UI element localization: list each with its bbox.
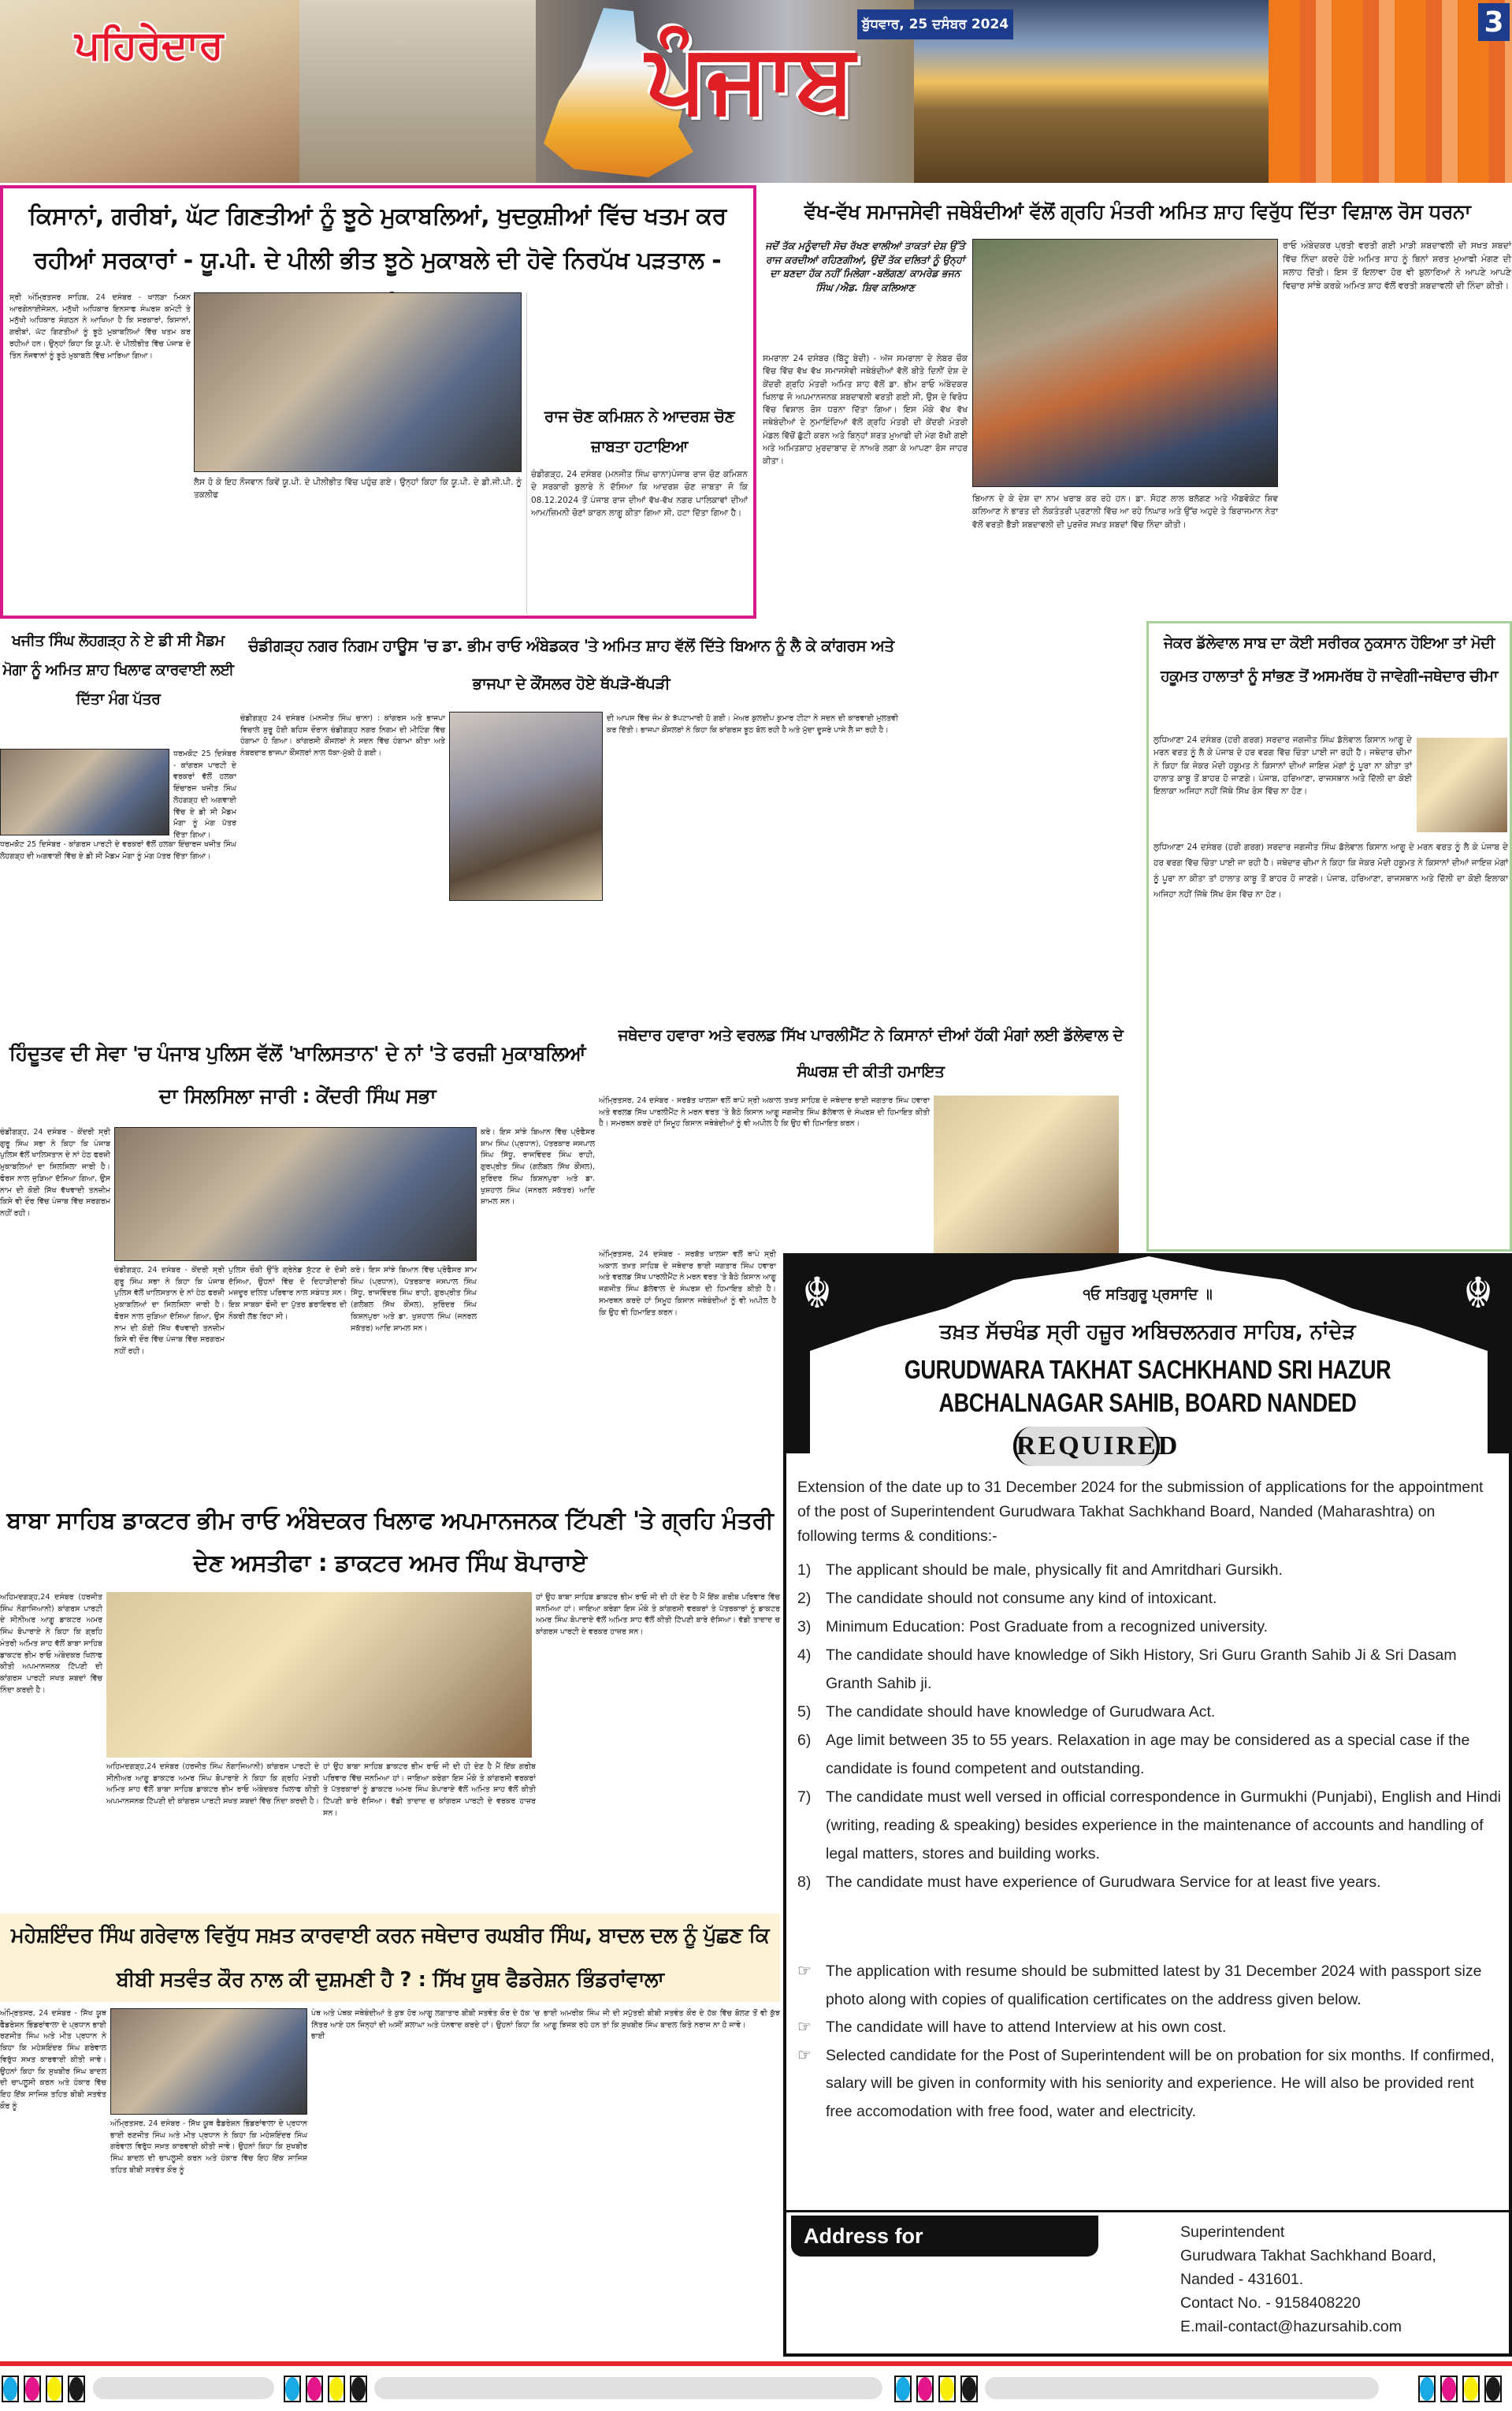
footer-bar: [985, 2377, 1379, 2399]
condition-text: The applicant should be male, physically fit and Amritdhari Gursikh.: [826, 1561, 1283, 1579]
article-headline: ਚੰਡੀਗੜ੍ਹ ਨਗਰ ਨਿਗਮ ਹਾਊਸ 'ਚ ਡਾ. ਭੀਮ ਰਾਓ ਅੰਬੇਡਕਰ 'ਤੇ ਅਮਿਤ ਸ਼ਾਹ ਵੱਲੋਂ ਦਿੱਤੇ ਬਿਆਨ ਨੂੰ ਲੈ ਕੇ ਕਾਂਗਰਸ ਅਤੇ ਭਾਜਪਾ ਦੇ ਕੌਂਸਲਰ ਹੋਏ ਥੱਪੜੋ-ਥੱਪੜੀ: [248, 636, 894, 693]
pointing-hand-icon: ☞: [797, 2018, 812, 2036]
cmyk-swatch-magenta: [306, 2376, 323, 2402]
article-body-continued: ਧਰਮਕੋਟ 25 ਦਿਸੰਬਰ - ਕਾਂਗਰਸ ਪਾਰਟੀ ਦੇ ਵਰਕਰਾਂ ਵੱਲੋਂ ਹਲਕਾ ਇੰਚਾਰਜ ਖਜੀਤ ਸਿੰਘ ਲੋਹਗੜ੍ਹ ਦੀ ਅਗਵਾਈ ਵਿੱਚ ਏ ਡੀ ਸੀ ਮੈਡਮ ਮੋਗਾ ਨੂੰ ਮੰਗ ਪੱਤਰ ਦਿੱਤਾ ਗਿਆ।: [0, 840, 236, 861]
condition-text: The candidate should have knowledge of Sikh History, Sri Guru Granth Sahib Ji & Sri Dasam Granth Sahib ji.: [826, 1646, 1457, 1692]
article-body: ਅੰਮ੍ਰਿਤਸਰ, 24 ਦਸੰਬਰ - ਸਿੱਖ ਯੂਥ ਫੈਡਰੇਸ਼ਨ ਭਿੰਡਰਾਂਵਾਲਾ ਦੇ ਪ੍ਰਧਾਨ ਭਾਈ ਰਣਜੀਤ ਸਿੰਘ ਅਤੇ ਮੀਤ ਪ੍ਰਧਾਨ ਨੇ ਕਿਹਾ ਕਿ ਮਹੇਸ਼ਇੰਦਰ ਸਿੰਘ ਗਰੇਵਾਲ ਵਿਰੁੱਧ ਸਖ਼ਤ ਕਾਰਵਾਈ ਕੀਤੀ ਜਾਵੇ। ਉਹਨਾਂ ਕਿਹਾ ਕਿ ਸੁਖਬੀਰ ਸਿੰਘ ਬਾਦਲ ਦੀ ਚਾਪਲੂਸੀ ਕਰਨ ਅਤੇ ਹੰਕਾਰ ਵਿੱਚ ਇਹ ਇੱਕ ਸਾਜਿਸ਼ ਤਹਿਤ ਬੀਬੀ ਸਤਵੰਤ ਕੌਰ ਨੂੰ: [0, 2009, 106, 2111]
article-chandigarh-mc: [240, 627, 1139, 1013]
article-body-continued: ਕਰੇ। ਇਸ ਸਾਂਝੇ ਬਿਆਨ ਵਿੱਚ ਪ੍ਰੋਫੈਸਰ ਸ਼ਾਮ ਸਿੰਘ (ਪ੍ਰਧਾਨ), ਪੱਤਰਕਾਰ ਜਸਪਾਲ ਸਿੰਘ ਸਿੱਧੂ, ਰਾਜਵਿੰਦਰ ਸਿੰਘ ਰਾਹੀ, ਗੁਰਪ੍ਰੀਤ ਸਿੰਘ (ਗਲੋਬਲ ਸਿੱਖ ਕੌਂਸਲ), ਸੁਰਿੰਦਰ ਸਿੰਘ ਕਿਸ਼ਨਪੁਰਾ ਅਤੇ ਡਾ. ਖੁਸ਼ਹਾਲ ਸਿੰਘ (ਜਨਰਲ ਸਕੱਤਰ) ਆਦਿ ਸ਼ਾਮਲ ਸਨ।: [351, 1266, 477, 1333]
masthead-illustration-field: [299, 0, 536, 183]
condition-item: [797, 1613, 1506, 1641]
article-headline: ਜੇਕਰ ਡੱਲੇਵਾਲ ਸਾਬ ਦਾ ਕੋਈ ਸਰੀਰਕ ਨੁਕਸਾਨ ਹੋਇਆ ਤਾਂ ਮੋਦੀ ਹਕੂਮਤ ਹਾਲਾਤਾਂ ਨੂੰ ਸਾਂਭਣ ਤੋਂ ਅਸਮਰੱਥ ਹੋ ਜਾਵੇਗੀ-ਜਥੇਦਾਰ ਚੀਮਾ: [1161, 634, 1498, 685]
condition-text: The candidate must have experience of Gurudwara Service for at least five years.: [826, 1873, 1381, 1891]
pointing-hand-icon: ☞: [797, 1963, 812, 1980]
masthead-banner: [0, 0, 1512, 183]
ad-intro: Extension of the date up to 31 December 2024 for the submission of applications for the appointment of the post of Superintendent Gurudwara Takhat Sachkhand Board, Nanded (Maharashtra) on following terms & conditions:-: [797, 1479, 1484, 1545]
press-conference-photo: [106, 1592, 532, 1758]
issue-date: ਬੁੱਧਵਾਰ, 25 ਦਸੰਬਰ 2024: [857, 9, 1013, 39]
article-cheema-dallewal: [1146, 621, 1512, 1252]
contact-email: E.mail-contact@hazursahib.com: [1180, 2318, 1402, 2335]
condition-text: The candidate should not consume any kind of intoxicant.: [826, 1590, 1217, 1607]
article-body-continued: ਹਾਂ ਉਹ ਬਾਬਾ ਸਾਹਿਬ ਡਾਕਟਰ ਭੀਮ ਰਾਓ ਜੀ ਦੀ ਹੀ ਦੇਣ ਹੈ ਮੈਂ ਇੱਕ ਗਰੀਬ ਪਰਿਵਾਰ ਵਿੱਚ ਜਨਮਿਆ ਹਾਂ। ਜਾਇਆ ਕਰੇਗਾ ਇਸ ਮੌਕੇ ਤੇ ਕਾਂਗਰਸੀ ਵਰਕਰਾਂ ਤੇ ਪੱਤਰਕਾਰਾਂ ਨੂੰ ਡਾਕਟਰ ਅਮਰ ਸਿੰਘ ਬੋਪਾਰਾਏ ਵੱਲੋਂ ਅਮਿਤ ਸ਼ਾਹ ਵੱਲੋਂ ਕੀਤੀ ਟਿੱਪਣੀ ਬਾਰੇ ਦੱਸਿਆ। ਵੱਡੀ ਤਾਦਾਦ ਚ ਕਾਂਗਰਸ ਪਾਰਟੀ ਦੇ ਵਰਕਰ ਹਾਜ਼ਰ ਸਨ।: [323, 1762, 536, 1818]
note-item: [797, 2014, 1499, 2042]
cmyk-swatch-cyan: [2, 2376, 19, 2402]
condition-text: Age limit between 35 to 55 years. Relaxation in age may be considered as a special case if the candidate is found competent and outstanding.: [826, 1732, 1470, 1777]
address-line: Superintendent: [1180, 2223, 1285, 2241]
article-body-continued: ਭਾਈ ਅਮਰੀਕ ਸਿੰਘ ਜੀ ਦੀ ਸਪੁੱਤਰੀ ਬੀਬੀ ਸਤਵੰਤ ਕੌਰ ਦੇ ਹੱਕ ਵਿੱਚ ਬੋਲਣ ਤੋਂ ਵੀ ਕੁੱਝ ਆਗੂ ਝਿਜਕ ਰਹੇ ਹਨ ਤਾਂ ਕਿ ਸੁਖਬੀਰ ਸਿੰਘ ਬਾਦਲ ਕਿਤੇ ਨਰਾਜ ਨਾ ਹੋ ਜਾਵੇ।: [544, 2009, 780, 2030]
contact-number: Contact No. - 9158408220: [1180, 2294, 1361, 2312]
article-body-continued: ਹਾਂ ਉਹ ਬਾਬਾ ਸਾਹਿਬ ਡਾਕਟਰ ਭੀਮ ਰਾਓ ਜੀ ਦੀ ਹੀ ਦੇਣ ਹੈ ਮੈਂ ਇੱਕ ਗਰੀਬ ਪਰਿਵਾਰ ਵਿੱਚ ਜਨਮਿਆ ਹਾਂ। ਜਾਇਆ ਕਰੇਗਾ ਇਸ ਮੌਕੇ ਤੇ ਕਾਂਗਰਸੀ ਵਰਕਰਾਂ ਤੇ ਪੱਤਰਕਾਰਾਂ ਨੂੰ ਡਾਕਟਰ ਅਮਰ ਸਿੰਘ ਬੋਪਾਰਾਏ ਵੱਲੋਂ ਅਮਿਤ ਸ਼ਾਹ ਵੱਲੋਂ ਕੀਤੀ ਟਿੱਪਣੀ ਬਾਰੇ ਦੱਸਿਆ। ਵੱਡੀ ਤਾਦਾਦ ਚ ਕਾਂਗਰਸ ਪਾਰਟੀ ਦੇ ਵਰਕਰ ਹਾਜ਼ਰ ਸਨ।: [536, 1593, 780, 1637]
article-body-continued: ਚੰਡੀਗੜ੍ਹ, 24 ਦਸੰਬਰ - ਕੇਂਦਰੀ ਸ੍ਰੀ ਗੁਰੂ ਸਿੰਘ ਸਭਾ ਨੇ ਕਿਹਾ ਕਿ ਪੰਜਾਬ ਪੁਲਿਸ ਵੱਲੋਂ ਖਾਲਿਸਤਾਨ ਦੇ ਨਾਂ ਹੇਠ ਫਰਜ਼ੀ ਮੁਕਾਬਲਿਆਂ ਦਾ ਸਿਲਸਿਲਾ ਜਾਰੀ ਹੈ। ਫੋਰਸ ਨਾਲ ਜੁੜਿਆ ਦੱਸਿਆ ਗਿਆ, ਉਸ ਨਾਮ ਦੀ ਕੋਈ ਸਿੱਖ ਵੱਖਵਾਦੀ ਤਨਜ਼ੀਮ ਕਿਸੇ ਵੀ ਦੌਰ ਵਿੱਚ ਪੰਜਾਬ ਵਿੱਚ ਸਰਗਰਮ ਨਹੀਂ ਰਹੀ।: [114, 1266, 225, 1356]
condition-text: Minimum Education: Post Graduate from a recognized university.: [826, 1618, 1269, 1635]
required-badge: REQUIRED: [1013, 1427, 1160, 1466]
article-syf-bhindranwala: [0, 1914, 780, 2359]
article-headline: ਬਾਬਾ ਸਾਹਿਬ ਡਾਕਟਰ ਭੀਮ ਰਾਓ ਅੰਬੇਦਕਰ ਖਿਲਾਫ ਅਪਮਾਨਜਨਕ ਟਿੱਪਣੀ 'ਤੇ ਗ੍ਰਹਿ ਮੰਤਰੀ ਦੇਣ ਅਸਤੀਫਾ : ਡਾਕਟਰ ਅਮਰ ਸਿੰਘ ਬੋਪਾਰਾਏ: [6, 1507, 774, 1577]
article-body: ਚੰਡੀਗੜ੍ਹ 24 ਦਸੰਬਰ (ਮਨਜੀਤ ਸਿੰਘ ਚਾਨਾ) : ਕਾਂਗਰਸ ਅਤੇ ਭਾਜਪਾ ਵਿਚਾਲੇ ਸ਼ੁਰੂ ਹੋਈ ਬਹਿਸ ਦੌਰਾਨ ਚੰਡੀਗੜ੍ਹ ਨਗਰ ਨਿਗਮ ਦੀ ਮੀਟਿੰਗ ਵਿੱਚ ਹੰਗਾਮਾ ਹੋ ਗਿਆ। ਕਾਂਗਰਸੀ ਕੌਂਸਲਰਾਂ ਨੇ ਸਦਨ ਵਿੱਚ ਹੰਗਾਮਾ ਕੀਤਾ ਅਤੇ ਨੰਬਰਦਾਰ ਭਾਜਪਾ ਕੌਂਸਲਰਾਂ ਨਾਲ ਧੱਕਾ-ਮੁੱਕੀ ਹੋ ਗਈ।: [240, 714, 445, 758]
condition-number: 2): [797, 1590, 812, 1607]
cmyk-swatch-yellow: [1462, 2376, 1480, 2402]
address-line: Nanded - 431601.: [1180, 2271, 1304, 2288]
cmyk-swatch-magenta: [1440, 2376, 1458, 2402]
cmyk-swatch-yellow: [46, 2376, 63, 2402]
article-body-continued: ਅਹਿਮਦਗੜ੍ਹ,24 ਦਸੰਬਰ (ਹਰਜੀਤ ਸਿੰਘ ਨੋਗਾਜਿਆਨੀ) ਕਾਂਗਰਸ ਪਾਰਟੀ ਦੇ ਸੀਨੀਅਰ ਆਗੂ ਡਾਕਟਰ ਅਮਰ ਸਿੰਘ ਬੋਪਾਰਾਏ ਨੇ ਕਿਹਾ ਕਿ ਗ੍ਰਹਿ ਮੰਤਰੀ ਅਮਿਤ ਸ਼ਾਹ ਵੱਲੋਂ ਬਾਬਾ ਸਾਹਿਬ ਡਾਕਟਰ ਭੀਮ ਰਾਓ ਅੰਬੇਦਕਰ ਖਿਲਾਫ ਕੀਤੀ ਅਪਮਾਨਜਨਕ ਟਿੱਪਣੀ ਦੀ ਕਾਂਗਰਸ ਪਾਰਟੀ ਸਖਤ ਸ਼ਬਦਾਂ ਵਿੱਚ ਨਿੰਦਾ ਕਰਦੀ ਹੈ।: [106, 1762, 319, 1806]
newspaper-brand: ਪਹਿਰੇਦਾਰ: [75, 22, 224, 68]
article-body-continued: ਲੁਧਿਆਣਾ 24 ਦਸੰਬਰ (ਹਰੀ ਗਰਗ) ਸਰਦਾਰ ਜਗਜੀਤ ਸਿੰਘ ਡੱਲੇਵਾਲ ਕਿਸਾਨ ਆਗੂ ਦੇ ਮਰਨ ਵਰਤ ਨੂੰ ਲੈ ਕੇ ਪੰਜਾਬ ਦੇ ਹਰ ਵਰਗ ਵਿੱਚ ਚਿੰਤਾ ਪਾਈ ਜਾ ਰਹੀ ਹੈ। ਜਥੇਦਾਰ ਚੀਮਾ ਨੇ ਕਿਹਾ ਕਿ ਜੇਕਰ ਮੋਦੀ ਹਕੂਮਤ ਨੇ ਕਿਸਾਨਾਂ ਦੀਆਂ ਜਾਇਜ਼ ਮੰਗਾਂ ਨੂੰ ਪੂਰਾ ਨਾ ਕੀਤਾ ਤਾਂ ਹਾਲਾਤ ਕਾਬੂ ਤੋਂ ਬਾਹਰ ਹੋ ਜਾਣਗੇ। ਪੰਜਾਬ, ਹਰਿਆਣਾ, ਰਾਜਸਥਾਨ ਅਤੇ ਦਿੱਲੀ ਦਾ ਕੋਈ ਇਲਾਕਾ ਅਜਿਹਾ ਨਹੀਂ ਜਿੱਥੇ ਸਿੱਖ ਰੋਸ ਵਿੱਚ ਨਾ ਹੋਣ।: [1154, 843, 1508, 899]
pointing-hand-icon: ☞: [797, 2046, 812, 2064]
ad-invocation: ੧ਓ ਸਤਿਗੁਰੂ ਪ੍ਰਸਾਦਿ ॥: [1083, 1286, 1213, 1303]
cmyk-swatch-cyan: [1418, 2376, 1436, 2402]
cmyk-swatch-black: [350, 2376, 367, 2402]
article-body: ਅਹਿਮਦਗੜ੍ਹ,24 ਦਸੰਬਰ (ਹਰਜੀਤ ਸਿੰਘ ਨੋਗਾਜਿਆਨੀ) ਕਾਂਗਰਸ ਪਾਰਟੀ ਦੇ ਸੀਨੀਅਰ ਆਗੂ ਡਾਕਟਰ ਅਮਰ ਸਿੰਘ ਬੋਪਾਰਾਏ ਨੇ ਕਿਹਾ ਕਿ ਗ੍ਰਹਿ ਮੰਤਰੀ ਅਮਿਤ ਸ਼ਾਹ ਵੱਲੋਂ ਬਾਬਾ ਸਾਹਿਬ ਡਾਕਟਰ ਭੀਮ ਰਾਓ ਅੰਬੇਦਕਰ ਖਿਲਾਫ ਕੀਤੀ ਅਪਮਾਨਜਨਕ ਟਿੱਪਣੀ ਦੀ ਕਾਂਗਰਸ ਪਾਰਟੀ ਸਖਤ ਸ਼ਬਦਾਂ ਵਿੱਚ ਨਿੰਦਾ ਕਰਦੀ ਹੈ।: [0, 1593, 102, 1695]
footer-bar: [374, 2377, 882, 2399]
article-body: ਅੰਮ੍ਰਿਤਸਰ, 24 ਦਸੰਬਰ - ਸਰਬੱਤ ਖਾਲਸਾ ਵਲੋਂ ਥਾਪੇ ਸ੍ਰੀ ਅਕਾਲ ਤਖ਼ਤ ਸਾਹਿਬ ਦੇ ਜਥੇਦਾਰ ਭਾਈ ਜਗਤਾਰ ਸਿੰਘ ਹਵਾਰਾ ਅਤੇ ਵਰਲਡ ਸਿੱਖ ਪਾਰਲੀਮੈਂਟ ਨੇ ਮਰਨ ਵਰਤ 'ਤੇ ਬੈਠੇ ਕਿਸਾਨ ਆਗੂ ਜਗਜੀਤ ਸਿੰਘ ਡੱਲੇਵਾਲ ਦੇ ਸੰਘਰਸ਼ ਦੀ ਹਿਮਾਇਤ ਕੀਤੀ ਹੈ। ਸਮਰਥਨ ਕਰਦੇ ਹਾਂ ਸਿਮੂਹ ਕਿਸਾਨ ਜਥੇਬੰਦੀਆਂ ਨੂੰ ਵੀ ਅਪੀਲ ਹੈ ਕਿ ਉਹ ਵੀ ਹਿਮਾਇਤ ਕਰਨ।: [599, 1096, 930, 1129]
masthead-photo-children: [1269, 0, 1512, 183]
cheema-portrait: [1417, 738, 1507, 832]
article-body-continued: ਅੰਮ੍ਰਿਤਸਰ, 24 ਦਸੰਬਰ - ਸਰਬੱਤ ਖਾਲਸਾ ਵਲੋਂ ਥਾਪੇ ਸ੍ਰੀ ਅਕਾਲ ਤਖ਼ਤ ਸਾਹਿਬ ਦੇ ਜਥੇਦਾਰ ਭਾਈ ਜਗਤਾਰ ਸਿੰਘ ਹਵਾਰਾ ਅਤੇ ਵਰਲਡ ਸਿੱਖ ਪਾਰਲੀਮੈਂਟ ਨੇ ਮਰਨ ਵਰਤ 'ਤੇ ਬੈਠੇ ਕਿਸਾਨ ਆਗੂ ਜਗਜੀਤ ਸਿੰਘ ਡੱਲੇਵਾਲ ਦੇ ਸੰਘਰਸ਼ ਦੀ ਹਿਮਾਇਤ ਕੀਤੀ ਹੈ। ਸਮਰਥਨ ਕਰਦੇ ਹਾਂ ਸਿਮੂਹ ਕਿਸਾਨ ਜਥੇਬੰਦੀਆਂ ਨੂੰ ਵੀ ਅਪੀਲ ਹੈ ਕਿ ਉਹ ਵੀ ਹਿਮਾਇਤ ਕਰਨ।: [599, 1250, 776, 1317]
note-item: [797, 1958, 1499, 2014]
article-body-continued: ਰਾਓ ਅੰਬੇਦਕਰ ਪ੍ਰਤੀ ਵਰਤੀ ਗਈ ਮਾੜੀ ਸ਼ਬਦਾਵਲੀ ਦੀ ਸਖਤ ਸ਼ਬਦਾਂ ਵਿੱਚ ਨਿੰਦਾ ਕਰਦੇ ਹੋਏ ਅਮਿਤ ਸ਼ਾਹ ਨੂੰ ਬਿਨਾਂ ਸ਼ਰਤ ਮੁਆਫੀ ਮੰਗਣ ਦੀ ਸਲਾਹ ਦਿੱਤੀ। ਇਸ ਤੋਂ ਇਲਾਵਾ ਹੋਰ ਵੀ ਬੁਲਾਰਿਆਂ ਨੇ ਆਪਣੇ ਆਪਣੇ ਵਿਚਾਰ ਸਾਂਝੇ ਕਰਕੇ ਅਮਿਤ ਸ਼ਾਹ ਵੱਲੋਂ ਵਰਤੀ ਸ਼ਬਦਾਵਲੀ ਦੀ ਨਿੰਦਾ ਕੀਤੀ।: [1283, 240, 1511, 292]
article-body-continued: ਦੀ ਆਪਸ ਵਿੱਚ ਜੰਮ ਕੇ ਝੱਪਟਾਮਾਰੀ ਹੋ ਗਈ। ਮੇਅਰ ਕੁਲਦੀਪ ਕੁਮਾਰ ਟੀਟਾ ਨੇ ਸਦਨ ਦੀ ਕਾਰਵਾਈ ਮੁਲਤਵੀ ਕਰ ਦਿੱਤੀ। ਭਾਜਪਾ ਕੌਂਸਲਰਾਂ ਨੇ ਕਿਹਾ ਕਿ ਕਾਂਗਰਸ ਝੂਠ ਬੋਲ ਰਹੀ ਹੈ ਅਤੇ ਮੁੱਦਾ ਦੂਸਰੇ ਪਾਸੇ ਲੈ ਜਾ ਰਹੀ ਹੈ।: [607, 714, 898, 735]
condition-item: [797, 1584, 1506, 1613]
article-photo: [194, 292, 522, 472]
article-body: ਚੰਡੀਗੜ੍ਹ, 24 ਦਸੰਬਰ - ਕੇਂਦਰੀ ਸ੍ਰੀ ਗੁਰੂ ਸਿੰਘ ਸਭਾ ਨੇ ਕਿਹਾ ਕਿ ਪੰਜਾਬ ਪੁਲਿਸ ਵੱਲੋਂ ਖਾਲਿਸਤਾਨ ਦੇ ਨਾਂ ਹੇਠ ਫਰਜ਼ੀ ਮੁਕਾਬਲਿਆਂ ਦਾ ਸਿਲਸਿਲਾ ਜਾਰੀ ਹੈ। ਫੋਰਸ ਨਾਲ ਜੁੜਿਆ ਦੱਸਿਆ ਗਿਆ, ਉਸ ਨਾਮ ਦੀ ਕੋਈ ਸਿੱਖ ਵੱਖਵਾਦੀ ਤਨਜ਼ੀਮ ਕਿਸੇ ਵੀ ਦੌਰ ਵਿੱਚ ਪੰਜਾਬ ਵਿੱਚ ਸਰਗਰਮ ਨਹੀਂ ਰਹੀ।: [0, 1128, 110, 1219]
condition-number: 7): [797, 1788, 812, 1806]
print-registration-strip: [0, 2361, 1512, 2411]
article-body: ਲੁਧਿਆਣਾ 24 ਦਸੰਬਰ (ਹਰੀ ਗਰਗ) ਸਰਦਾਰ ਜਗਜੀਤ ਸਿੰਘ ਡੱਲੇਵਾਲ ਕਿਸਾਨ ਆਗੂ ਦੇ ਮਰਨ ਵਰਤ ਨੂੰ ਲੈ ਕੇ ਪੰਜਾਬ ਦੇ ਹਰ ਵਰਗ ਵਿੱਚ ਚਿੰਤਾ ਪਾਈ ਜਾ ਰਹੀ ਹੈ। ਜਥੇਦਾਰ ਚੀਮਾ ਨੇ ਕਿਹਾ ਕਿ ਜੇਕਰ ਮੋਦੀ ਹਕੂਮਤ ਨੇ ਕਿਸਾਨਾਂ ਦੀਆਂ ਜਾਇਜ਼ ਮੰਗਾਂ ਨੂੰ ਪੂਰਾ ਨਾ ਕੀਤਾ ਤਾਂ ਹਾਲਾਤ ਕਾਬੂ ਤੋਂ ਬਾਹਰ ਹੋ ਜਾਣਗੇ। ਪੰਜਾਬ, ਹਰਿਆਣਾ, ਰਾਜਸਥਾਨ ਅਤੇ ਦਿੱਲੀ ਦਾ ਕੋਈ ਇਲਾਕਾ ਅਜਿਹਾ ਨਹੀਂ ਜਿੱਥੇ ਸਿੱਖ ਰੋਸ ਵਿੱਚ ਨਾ ਹੋਣ।: [1154, 735, 1412, 797]
condition-item: [797, 1556, 1506, 1584]
council-scuffle-photo: [449, 712, 603, 901]
article-khalra-mission: [0, 185, 756, 619]
article-body: ਕਰੇ। ਇਸ ਸਾਂਝੇ ਬਿਆਨ ਵਿੱਚ ਪ੍ਰੋਫੈਸਰ ਸ਼ਾਮ ਸਿੰਘ (ਪ੍ਰਧਾਨ), ਪੱਤਰਕਾਰ ਜਸਪਾਲ ਸਿੰਘ ਸਿੱਧੂ, ਰਾਜਵਿੰਦਰ ਸਿੰਘ ਰਾਹੀ, ਗੁਰਪ੍ਰੀਤ ਸਿੰਘ (ਗਲੋਬਲ ਸਿੱਖ ਕੌਂਸਲ), ਸੁਰਿੰਦਰ ਸਿੰਘ ਕਿਸ਼ਨਪੁਰਾ ਅਤੇ ਡਾ. ਖੁਸ਼ਹਾਲ ਸਿੰਘ (ਜਨਰਲ ਸਕੱਤਰ) ਆਦਿ ਸ਼ਾਮਲ ਸਨ।: [481, 1128, 595, 1207]
condition-text: The candidate must well versed in official correspondence in Gurmukhi (Punjabi), English and Hindi (writing, reading & speaking) besides experience in the maintenance of accounts and handling of legal matters, stores and building works.: [826, 1788, 1502, 1862]
condition-number: 5): [797, 1703, 812, 1721]
address-block: [1180, 2220, 1436, 2338]
condition-number: 4): [797, 1646, 812, 1664]
cmyk-swatch-cyan: [284, 2376, 301, 2402]
cmyk-swatch-cyan: [894, 2376, 912, 2402]
article-body-continued: ਅੰਮ੍ਰਿਤਸਰ, 24 ਦਸੰਬਰ - ਸਿੱਖ ਯੂਥ ਫੈਡਰੇਸ਼ਨ ਭਿੰਡਰਾਂਵਾਲਾ ਦੇ ਪ੍ਰਧਾਨ ਭਾਈ ਰਣਜੀਤ ਸਿੰਘ ਅਤੇ ਮੀਤ ਪ੍ਰਧਾਨ ਨੇ ਕਿਹਾ ਕਿ ਮਹੇਸ਼ਇੰਦਰ ਸਿੰਘ ਗਰੇਵਾਲ ਵਿਰੁੱਧ ਸਖ਼ਤ ਕਾਰਵਾਈ ਕੀਤੀ ਜਾਵੇ। ਉਹਨਾਂ ਕਿਹਾ ਕਿ ਸੁਖਬੀਰ ਸਿੰਘ ਬਾਦਲ ਦੀ ਚਾਪਲੂਸੀ ਕਰਨ ਅਤੇ ਹੰਕਾਰ ਵਿੱਚ ਇਹ ਇੱਕ ਸਾਜਿਸ਼ ਤਹਿਤ ਬੀਬੀ ਸਤਵੰਤ ਕੌਰ ਨੂੰ: [110, 2119, 307, 2175]
article-photo: [0, 749, 169, 835]
protest-photo: [972, 239, 1278, 487]
article-headline: ਮਹੇਸ਼ਇੰਦਰ ਸਿੰਘ ਗਰੇਵਾਲ ਵਿਰੁੱਧ ਸਖ਼ਤ ਕਾਰਵਾਈ ਕਰਨ ਜਥੇਦਾਰ ਰਘਬੀਰ ਸਿੰਘ, ਬਾਦਲ ਦਲ ਨੂੰ ਪੁੱਛਣ ਕਿ ਬੀਬੀ ਸਤਵੰਤ ਕੌਰ ਨਾਲ ਕੀ ਦੁਸ਼ਮਣੀ ਹੈ ? : ਸਿੱਖ ਯੂਥ ਫੈਡਰੇਸ਼ਨ ਭਿੰਡਰਾਂਵਾਲਾ: [0, 1914, 780, 2002]
section-title: ਪੰਜਾਬ: [646, 24, 855, 133]
khanda-icon: ☬: [1462, 1268, 1494, 1318]
ad-address-section: [786, 2210, 1509, 2352]
cmyk-swatch-magenta: [24, 2376, 41, 2402]
ad-notes-list: [797, 1958, 1499, 2126]
condition-number: 6): [797, 1732, 812, 1749]
article-body-continued: ਪੰਥ ਅਤੇ ਪੰਥਕ ਜਥੇਬੰਦੀਆਂ ਤੇ ਕੁਝ ਹੋਰ ਆਗੂ ਲਗਾਤਾਰ ਬੀਬੀ ਸਤਵੰਤ ਕੌਰ ਦੇ ਹੱਕ 'ਚ ਨਿੱਤਰ ਆਏ ਹਨ ਜਿਨ੍ਹਾਂ ਦੀ ਅਸੀਂ ਸ਼ਲਾਘਾ ਅਤੇ ਧੰਨਵਾਦ ਕਰਦੇ ਹਾਂ। ਉਹਨਾਂ ਕਿਹਾ ਕਿ ਭਾਈ: [311, 2009, 540, 2041]
condition-item: [797, 1868, 1506, 1896]
article-body: ਸ੍ਰੀ ਅੰਮ੍ਰਿਤਸਰ ਸਾਹਿਬ, 24 ਦਸੰਬਰ - ਖਾਲੜਾ ਮਿਸ਼ਨ ਆਰਗੇਨਾਈਜੇਸ਼ਨ, ਮਨੁੱਖੀ ਅਧਿਕਾਰ ਇਨਸਾਫ ਸੰਘਰਸ਼ ਕਮੇਟੀ ਤੇ ਮਨੁੱਖੀ ਅਧਿਕਾਰ ਸੰਗਠਨ ਨੇ ਆਖਿਆ ਹੈ ਕਿ ਸਰਕਾਰਾਂ, ਕਿਸਾਨਾਂ, ਗਰੀਬਾਂ, ਘੱਟ ਗਿਣਤੀਆਂ ਨੂੰ ਝੂਠੇ ਮੁਕਾਬਲਿਆਂ ਵਿੱਚ ਖਤਮ ਕਰ ਰਹੀਆਂ ਹਨ। ਉਨ੍ਹਾਂ ਕਿਹਾ ਕਿ ਯੂ.ਪੀ. ਦੇ ਪੀਲੀਭੀਤ ਵਿੱਚ ਪੰਜਾਬ ਦੇ ਤਿੰਨ ਨੌਜਵਾਨਾਂ ਨੂੰ ਝੂਠੇ ਮੁਕਾਬਲੇ ਵਿੱਚ ਮਾਰਿਆ ਗਿਆ।: [9, 293, 191, 360]
condition-number: 8): [797, 1873, 812, 1891]
article-headline: ਰਾਜ ਚੋਣ ਕਮਿਸ਼ਨ ਨੇ ਆਦਰਸ਼ ਚੋਣ ਜ਼ਾਬਤਾ ਹਟਾਇਆ: [544, 407, 735, 456]
ad-title-punjabi: ਤਖ਼ਤ ਸੱਚਖੰਡ ਸ੍ਰੀ ਹਜ਼ੂਰ ਅਬਿਚਲਨਗਰ ਸਾਹਿਬ, ਨਾਂਦੇੜ: [939, 1320, 1356, 1344]
ad-title-english-line2: ABCHALNAGAR SAHIB, BOARD NANDED: [938, 1388, 1357, 1417]
address-label: Address for Correspodence:-: [791, 2216, 1098, 2257]
footer-bar: [93, 2377, 274, 2399]
article-headline: ਵੱਖ-ਵੱਖ ਸਮਾਜਸੇਵੀ ਜਥੇਬੰਦੀਆਂ ਵੱਲੋਂ ਗ੍ਰਹਿ ਮੰਤਰੀ ਅਮਿਤ ਸ਼ਾਹ ਵਿਰੁੱਧ ਦਿੱਤਾ ਵਿਸ਼ਾਲ ਰੋਸ ਧਰਨਾ: [804, 200, 1471, 223]
condition-text: The candidate should have knowledge of Gurudwara Act.: [826, 1703, 1216, 1721]
column-divider: [526, 292, 527, 614]
cmyk-swatch-magenta: [916, 2376, 934, 2402]
article-body-continued: ਲੈਸ ਹੋ ਕੇ ਇਹ ਨੌਜਵਾਨ ਕਿਵੇਂ ਯੂ.ਪੀ. ਦੇ ਪੀਲੀਭੀਤ ਵਿੱਚ ਪਹੁੰਚ ਗਏ। ਉਨ੍ਹਾਂ ਕਿਹਾ ਕਿ ਯੂ.ਪੀ. ਦੇ ਡੀ.ਜੀ.ਪੀ. ਨੂੰ ਤਕਲੀਫ: [194, 478, 522, 500]
article-lohgarh-memorandum: [0, 627, 236, 1029]
footer-red-rule: [0, 2361, 1512, 2366]
article-headline: ਜਥੇਦਾਰ ਹਵਾਰਾ ਅਤੇ ਵਰਲਡ ਸਿੱਖ ਪਾਰਲੀਮੈਂਟ ਨੇ ਕਿਸਾਨਾਂ ਦੀਆਂ ਹੱਕੀ ਮੰਗਾਂ ਲਈ ਡੱਲੇਵਾਲ ਦੇ ਸੰਘਰਸ਼ ਦੀ ਕੀਤੀ ਹਮਾਇਤ: [618, 1025, 1124, 1081]
cmyk-swatch-yellow: [328, 2376, 345, 2402]
job-advertisement: [783, 1253, 1512, 2357]
cmyk-swatch-black: [960, 2376, 978, 2402]
cmyk-swatch-black: [1484, 2376, 1502, 2402]
condition-item: [797, 1698, 1506, 1726]
article-photo: [110, 2008, 307, 2115]
cmyk-swatch-yellow: [938, 2376, 956, 2402]
condition-item: [797, 1783, 1506, 1868]
note-text: Selected candidate for the Post of Superintendent will be on probation for six months. If confirmed, salary will be given in conformity with his seniority and experience. He will also be provided rent free accomodation with free food, water and electricity.: [826, 2046, 1495, 2120]
condition-number: 1): [797, 1561, 812, 1579]
article-subhead: ਜਦੋਂ ਤੱਕ ਮਨੂੰਵਾਦੀ ਸੋਚ ਰੱਖਣ ਵਾਲੀਆਂ ਤਾਕਤਾਂ ਦੇਸ਼ ਉੱਤੇ ਰਾਜ ਕਰਦੀਆਂ ਰਹਿਣਗੀਆਂ, ਉਦੋਂ ਤੱਕ ਦਲਿਤਾਂ ਨੂੰ ਉਨ੍ਹਾਂ ਦਾ ਬਣਦਾ ਹੱਕ ਨਹੀਂ ਮਿਲੇਗਾ -ਬਲੱਗਣ/ ਕਾਮਰੇਡ ਭਜਨ ਸਿੰਘ /ਐਡ. ਸ਼ਿਵ ਕਲਿਆਣ: [765, 240, 965, 293]
note-text: The candidate will have to attend Interview at his own cost.: [826, 2018, 1227, 2036]
hawara-portrait-photo: [934, 1096, 1119, 1253]
article-body: ਸਮਰਾਲਾ 24 ਦਸੰਬਰ (ਬਿੱਟੂ ਬੇਦੀ) - ਅੱਜ ਸਮਰਾਲਾ ਦੇ ਲੇਬਰ ਚੌਕ ਵਿੱਚ ਵਿੱਚ ਵੱਖ ਵੱਖ ਸਮਾਜਸੇਵੀ ਜਥੇਬੰਦੀਆਂ ਵੱਲੋਂ ਬੀਤੇ ਦਿਨੀਂ ਦੇਸ਼ ਦੇ ਕੇਂਦਰੀ ਗ੍ਰਹਿ ਮੰਤਰੀ ਅਮਿਤ ਸ਼ਾਹ ਵੱਲੋਂ ਡਾ. ਭੀਮ ਰਾਓ ਅੰਬੇਦਕਰ ਖਿਲਾਫ ਜੋ ਅਪਮਾਨਜਨਕ ਸ਼ਬਦਾਵਲੀ ਵਰਤੀ ਗਈ ਸੀ, ਉਸ ਦੇ ਵਿਰੋਧ ਵਿੱਚ ਵਿਸ਼ਾਲ ਰੋਸ ਧਰਨਾ ਦਿੱਤਾ ਗਿਆ। ਇਸ ਮੌਕੇ ਵੱਖ ਵੱਖ ਜਥੇਬੰਦੀਆਂ ਦੇ ਨੁਮਾਇੰਦਿਆਂ ਵੱਲੋਂ ਗ੍ਰਹਿ ਮੰਤਰੀ ਦੀ ਕੇਂਦਰੀ ਮੰਤਰੀ ਮੰਡਲ ਵਿੱਚੋਂ ਛੁੱਟੀ ਕਰਨ ਅਤੇ ਬਿਨ੍ਹਾਂ ਸ਼ਰਤ ਮੁਆਫੀ ਦੀ ਮੰਗ ਰੱਖੀ ਗਈ ਅਤੇ ਅਮਿਤਸ਼ਾਹ ਮੁਰਦਾਬਾਦ ਦੇ ਨਾਅਰੇ ਲਗਾ ਕੇ ਆਪਣਾ ਰੋਸ ਜਾਹਰ ਕੀਤਾ।: [763, 354, 968, 467]
condition-item: [797, 1641, 1506, 1698]
article-headline: ਕਿਸਾਨਾਂ, ਗਰੀਬਾਂ, ਘੱਟ ਗਿਣਤੀਆਂ ਨੂੰ ਝੂਠੇ ਮੁਕਾਬਲਿਆਂ, ਖੁਦਕੁਸ਼ੀਆਂ ਵਿੱਚ ਖਤਮ ਕਰ ਰਹੀਆਂ ਸਰਕਾਰਾਂ - ਯੂ.ਪੀ. ਦੇ ਪੀਲੀ ਭੀਤ ਝੂਠੇ ਮੁਕਾਬਲੇ ਦੀ ਹੋਵੇ ਨਿਰਪੱਖ ਪੜਤਾਲ -: [28, 203, 726, 274]
article-body-continued: ਪੁਲਿਸ ਚੌਕੀ ਉੱਤੇ ਗ੍ਰੇਨੇਡ ਸੁੱਟਣ ਦੇ ਦੋਸ਼ੀ ਦੱਸਿਆ, ਉਹਨਾਂ ਵਿੱਚ ਦੋ ਦਿਹਾੜੀਦਾਰੀ ਮਜ਼ਦੂਰ ਦਲਿਤ ਪਰਿਵਾਰ ਨਾਲ ਸਬੰਧਤ ਸਨ। ਇਕ ਸਾਬਕਾ ਫੌਜੀ ਦਾ ਪੁੱਤਰ ਡਰਾਇਵਰ ਦੀ ਨੌਕਰੀ ਲੱਭ ਰਿਹਾ ਸੀ।: [228, 1266, 347, 1321]
khanda-icon: ☬: [801, 1268, 833, 1318]
article-headline: ਖਜੀਤ ਸਿੰਘ ਲੋਹਗੜ੍ਹ ਨੇ ਏ ਡੀ ਸੀ ਮੈਡਮ ਮੋਗਾ ਨੂੰ ਅਮਿਤ ਸ਼ਾਹ ਖਿਲਾਫ ਕਾਰਵਾਈ ਲਈ ਦਿੱਤਾ ਮੰਗ ਪੱਤਰ: [2, 632, 234, 708]
ad-conditions-list: [797, 1556, 1506, 1896]
article-photo: [114, 1127, 477, 1261]
article-body-continued: ਬਿਆਨ ਦੇ ਕੇ ਦੇਸ਼ ਦਾ ਨਾਮ ਖਰਾਬ ਕਰ ਰਹੇ ਹਨ। ਡਾ. ਸੋਹਣ ਲਾਲ ਬਲੱਗਣ ਅਤੇ ਐਡਵੋਕੇਟ ਸ਼ਿਵ ਕਲਿਆਣ ਨੇ ਭਾਰਤ ਦੀ ਲੋਕਤੰਤਰੀ ਪ੍ਰਣਾਲੀ ਵਿੱਚ ਆ ਰਹੇ ਨਿਘਾਰ ਅਤੇ ਉੱਚ ਅਹੁਦੇ ਤੇ ਬਿਰਾਜਮਾਨ ਨੇਤਾ ਵੱਲੋਂ ਵਰਤੀ ਭੈੜੀ ਸ਼ਬਦਾਵਲੀ ਦੀ ਪੁਰਜ਼ੋਰ ਸਖਤ ਸ਼ਬਦਾਂ ਵਿੱਚ ਨਿੰਦਾ ਕੀਤੀ।: [972, 494, 1278, 530]
condition-item: [797, 1726, 1506, 1783]
note-item: [797, 2042, 1499, 2126]
condition-number: 3): [797, 1618, 812, 1635]
article-headline: ਹਿੰਦੂਤਵ ਦੀ ਸੇਵਾ 'ਚ ਪੰਜਾਬ ਪੁਲਿਸ ਵੱਲੋਂ 'ਖਾਲਿਸਤਾਨ' ਦੇ ਨਾਂ 'ਤੇ ਫਰਜ਼ੀ ਮੁਕਾਬਲਿਆਂ ਦਾ ਸਿਲਸਿਲਾ ਜਾਰੀ : ਕੇਂਦਰੀ ਸਿੰਘ ਸਭਾ: [9, 1042, 586, 1107]
address-line: Gurudwara Takhat Sachkhand Board,: [1180, 2247, 1436, 2264]
ad-title-english-line1: GURUDWARA TAKHAT SACHKHAND SRI HAZUR: [904, 1355, 1391, 1384]
article-body: ਚੰਡੀਗੜ੍ਹ, 24 ਦਸੰਬਰ (ਮਨਜੀਤ ਸਿੰਘ ਚਾਨਾ)ਪੰਜਾਬ ਰਾਜ ਚੋਣ ਕਮਿਸ਼ਨ ਦੇ ਸਰਕਾਰੀ ਬੁਲਾਰੇ ਨੇ ਦੱਸਿਆ ਕਿ ਆਦਰਸ਼ ਚੋਣ ਜ਼ਾਬਤਾ ਜੋ ਕਿ 08.12.2024 ਤੋਂ ਪੰਜਾਬ ਰਾਜ ਦੀਆਂ ਵੱਖ-ਵੱਖ ਨਗਰ ਪਾਲਿਕਾਵਾਂ ਦੀਆਂ ਆਮ/ਜ਼ਿਮਨੀ ਚੋਣਾਂ ਕਾਰਨ ਲਾਗੂ ਕੀਤਾ ਗਿਆ ਸੀ, ਹਟਾ ਦਿੱਤਾ ਗਿਆ ਹੈ।: [531, 470, 748, 518]
article-kendri-singh-sabha: [0, 1032, 595, 1490]
note-text: The application with resume should be submitted latest by 31 December 2024 with passport size photo along with copies of qualification certificates on the address given below.: [826, 1963, 1482, 2008]
article-body: ਧਰਮਕੋਟ 25 ਦਿਸੰਬਰ - ਕਾਂਗਰਸ ਪਾਰਟੀ ਦੇ ਵਰਕਰਾਂ ਵੱਲੋਂ ਹਲਕਾ ਇੰਚਾਰਜ ਖਜੀਤ ਸਿੰਘ ਲੋਹਗੜ੍ਹ ਦੀ ਅਗਵਾਈ ਵਿੱਚ ਏ ਡੀ ਸੀ ਮੈਡਮ ਮੋਗਾ ਨੂੰ ਮੰਗ ਪੱਤਰ ਦਿੱਤਾ ਗਿਆ।: [173, 750, 236, 840]
cmyk-swatch-black: [68, 2376, 85, 2402]
article-samrala-protest: [763, 185, 1512, 619]
page-number: 3: [1478, 3, 1510, 41]
article-boparai-statement: [0, 1494, 780, 1907]
